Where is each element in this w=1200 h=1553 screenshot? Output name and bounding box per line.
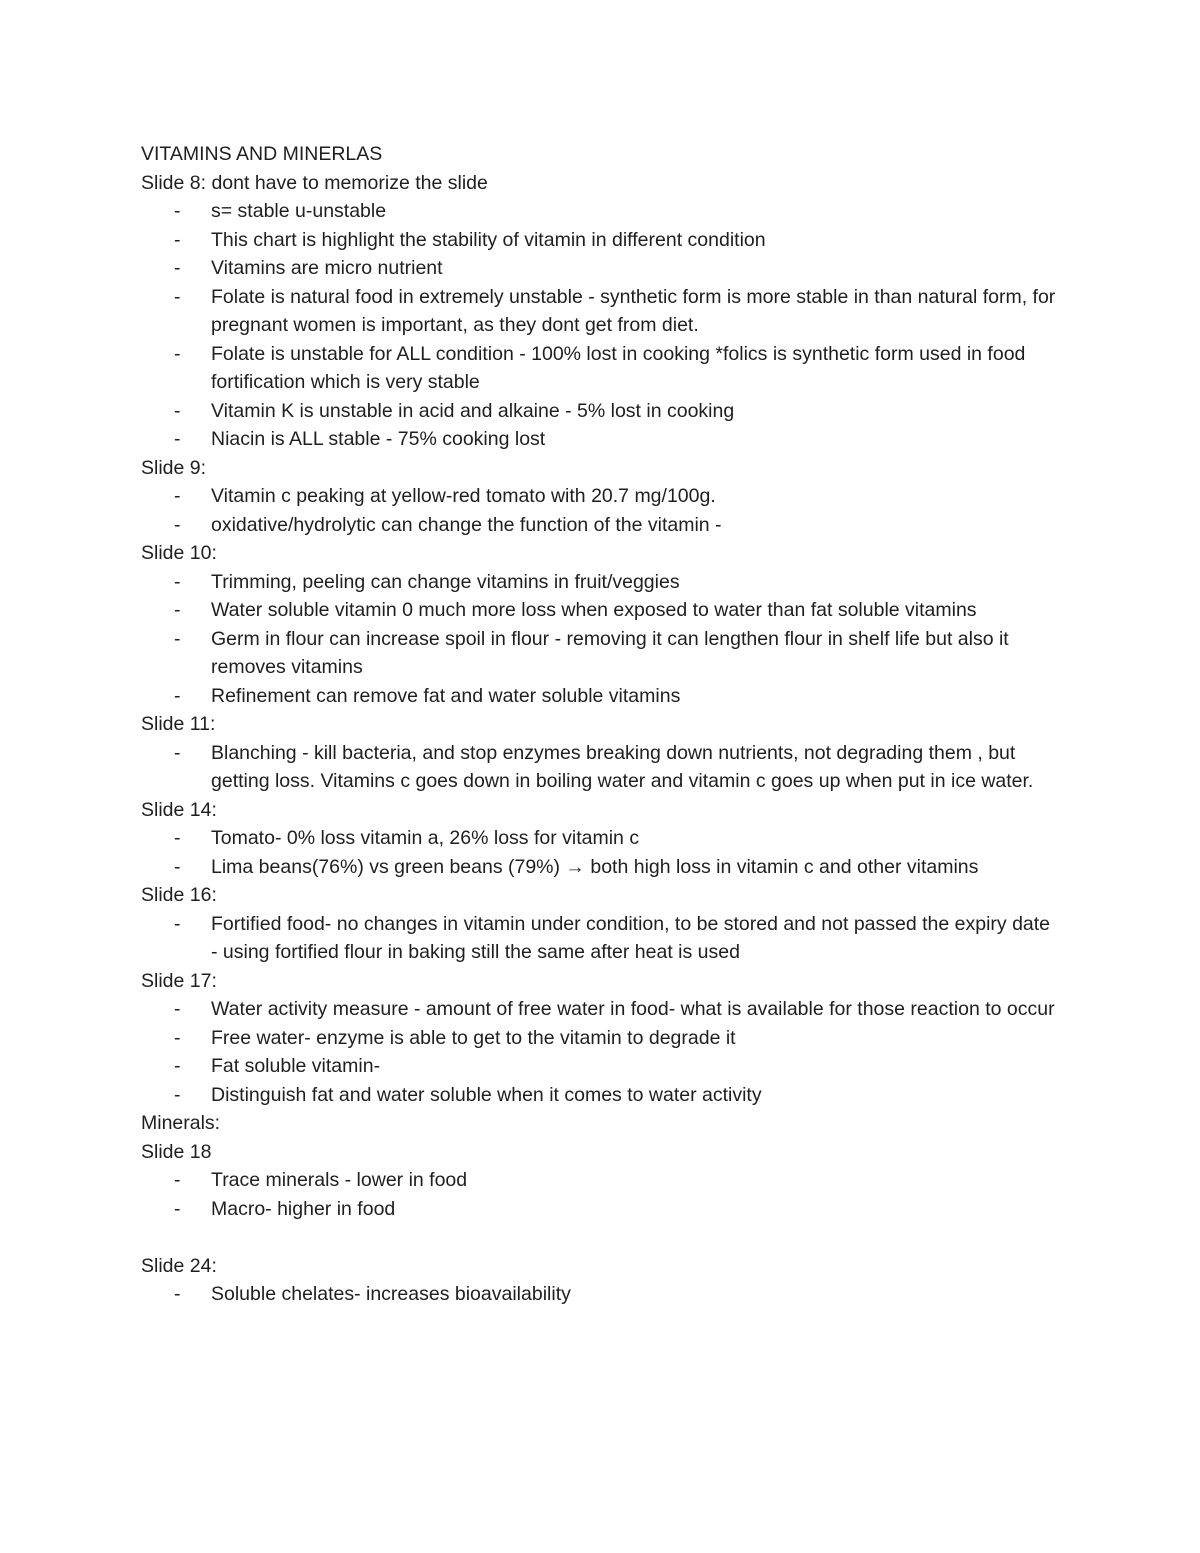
bullet-item <box>141 1195 1061 1224</box>
bullet-text: Vitamins are micro nutrient <box>211 257 443 279</box>
section-heading: Slide 11: <box>141 713 216 735</box>
dash-bullet-icon: - <box>174 684 181 707</box>
bullet-text: Refinement can remove fat and water soluble vitamins <box>211 684 681 707</box>
dash-bullet-icon: - <box>174 1083 181 1106</box>
bullet-list <box>141 568 1071 711</box>
bullet-text: Macro- higher in food <box>211 1197 396 1220</box>
section-heading: Slide 10: <box>141 542 217 564</box>
bullet-item <box>141 739 1061 796</box>
section-heading: Slide 16: <box>141 884 217 906</box>
section-heading: Slide 14: <box>141 798 217 821</box>
bullet-item <box>141 482 1061 511</box>
bullet-list <box>141 824 1071 881</box>
bullet-item <box>141 568 1061 597</box>
bullet-list <box>141 482 1071 539</box>
bullet-item <box>141 1081 1061 1110</box>
bullet-text: Blanching - kill bacteria, and stop enzymes breaking down nutrients, not degrading them , but getting loss. Vitamins c goes down in boiling water and vitamin c goes up when put in ice water. <box>211 741 1034 792</box>
bullet-item <box>141 1166 1061 1195</box>
bullet-text: s= stable u-unstable <box>211 200 387 222</box>
dash-bullet-icon: - <box>174 485 181 507</box>
bullet-text: Germ in flour can increase spoil in flour - removing it can lengthen flour in shelf life but also it removes vitamins <box>211 627 1009 678</box>
dash-bullet-icon: - <box>174 1026 181 1049</box>
bullet-item <box>141 511 1061 540</box>
bullet-text: Water activity measure - amount of free water in food- what is available for those reaction to occur <box>211 998 1055 1020</box>
bullet-text: Trimming, peeling can change vitamins in fruit/veggies <box>211 570 680 593</box>
dash-bullet-icon: - <box>174 912 181 935</box>
bullet-text: This chart is highlight the stability of vitamin in different condition <box>211 228 766 251</box>
bullet-text: Folate is unstable for ALL condition - 100% lost in cooking *folics is synthetic form used in food fortification which is very stable <box>211 342 1026 393</box>
blank-line <box>141 1223 1071 1252</box>
bullet-text: Fortified food- no changes in vitamin under condition, to be stored and not passed the expiry date - using fortified flour in baking still the same after heat is used <box>211 912 1051 963</box>
dash-bullet-icon: - <box>174 570 181 593</box>
bullet-text: Lima beans(76%) vs green beans (79%) → both high loss in vitamin c and other vitamins <box>211 855 979 878</box>
document-body <box>141 169 1071 1309</box>
dash-bullet-icon: - <box>174 228 181 251</box>
bullet-list <box>141 1280 1071 1309</box>
bullet-list <box>141 197 1071 454</box>
dash-bullet-icon: - <box>174 513 181 536</box>
bullet-list <box>141 1166 1071 1223</box>
bullet-list <box>141 739 1071 796</box>
bullet-item <box>141 425 1061 454</box>
dash-bullet-icon: - <box>174 200 181 222</box>
bullet-item <box>141 340 1061 397</box>
bullet-text: Folate is natural food in extremely unstable - synthetic form is more stable in than natural form, for pregnant women is important, as they dont get from diet. <box>211 285 1056 336</box>
dash-bullet-icon: - <box>174 428 181 450</box>
bullet-item <box>141 596 1061 625</box>
bullet-text: Water soluble vitamin 0 much more loss when exposed to water than fat soluble vitamins <box>211 599 977 621</box>
dash-bullet-icon: - <box>174 1197 181 1220</box>
bullet-item <box>141 1024 1061 1053</box>
bullet-item <box>141 397 1061 426</box>
section-heading: Minerals: <box>141 1112 221 1134</box>
dash-bullet-icon: - <box>174 855 181 878</box>
bullet-item <box>141 682 1061 711</box>
bullet-item <box>141 910 1061 967</box>
bullet-text: Free water- enzyme is able to get to the vitamin to degrade it <box>211 1026 736 1049</box>
section-heading: Slide 8: dont have to memorize the slide <box>141 171 488 194</box>
dash-bullet-icon: - <box>174 827 181 849</box>
bullet-text: Trace minerals - lower in food <box>211 1169 468 1191</box>
dash-bullet-icon: - <box>174 741 181 764</box>
bullet-text: Tomato- 0% loss vitamin a, 26% loss for vitamin c <box>211 827 640 849</box>
bullet-text: Vitamin K is unstable in acid and alkaine - 5% lost in cooking <box>211 399 735 422</box>
dash-bullet-icon: - <box>174 257 181 279</box>
section-heading: Slide 9: <box>141 456 207 479</box>
bullet-text: Niacin is ALL stable - 75% cooking lost <box>211 428 546 450</box>
section-heading: Slide 18 <box>141 1140 212 1163</box>
document-title: VITAMINS AND MINERLAS <box>141 143 383 165</box>
bullet-text: Distinguish fat and water soluble when it comes to water activity <box>211 1083 762 1106</box>
dash-bullet-icon: - <box>174 1283 181 1305</box>
bullet-text: Fat soluble vitamin- <box>211 1055 381 1077</box>
dash-bullet-icon: - <box>174 998 181 1020</box>
dash-bullet-icon: - <box>174 599 181 621</box>
bullet-item <box>141 254 1061 283</box>
dash-bullet-icon: - <box>174 285 181 308</box>
bullet-item <box>141 283 1061 340</box>
dash-bullet-icon: - <box>174 1055 181 1077</box>
bullet-text: Soluble chelates- increases bioavailability <box>211 1283 571 1305</box>
bullet-text: oxidative/hydrolytic can change the function of the vitamin - <box>211 513 722 536</box>
bullet-item <box>141 1052 1061 1081</box>
dash-bullet-icon: - <box>174 399 181 422</box>
bullet-item <box>141 1280 1061 1309</box>
dash-bullet-icon: - <box>174 1169 181 1191</box>
dash-bullet-icon: - <box>174 627 181 650</box>
bullet-list <box>141 995 1071 1109</box>
bullet-item <box>141 226 1061 255</box>
bullet-item <box>141 824 1061 853</box>
bullet-text: Vitamin c peaking at yellow-red tomato with 20.7 mg/100g. <box>211 485 716 507</box>
dash-bullet-icon: - <box>174 342 181 365</box>
bullet-list <box>141 910 1071 967</box>
bullet-item <box>141 853 1061 882</box>
bullet-item <box>141 625 1061 682</box>
section-heading: Slide 24: <box>141 1254 217 1277</box>
bullet-item <box>141 995 1061 1024</box>
section-heading: Slide 17: <box>141 969 217 992</box>
document-page <box>141 140 1071 1309</box>
bullet-item <box>141 197 1061 226</box>
